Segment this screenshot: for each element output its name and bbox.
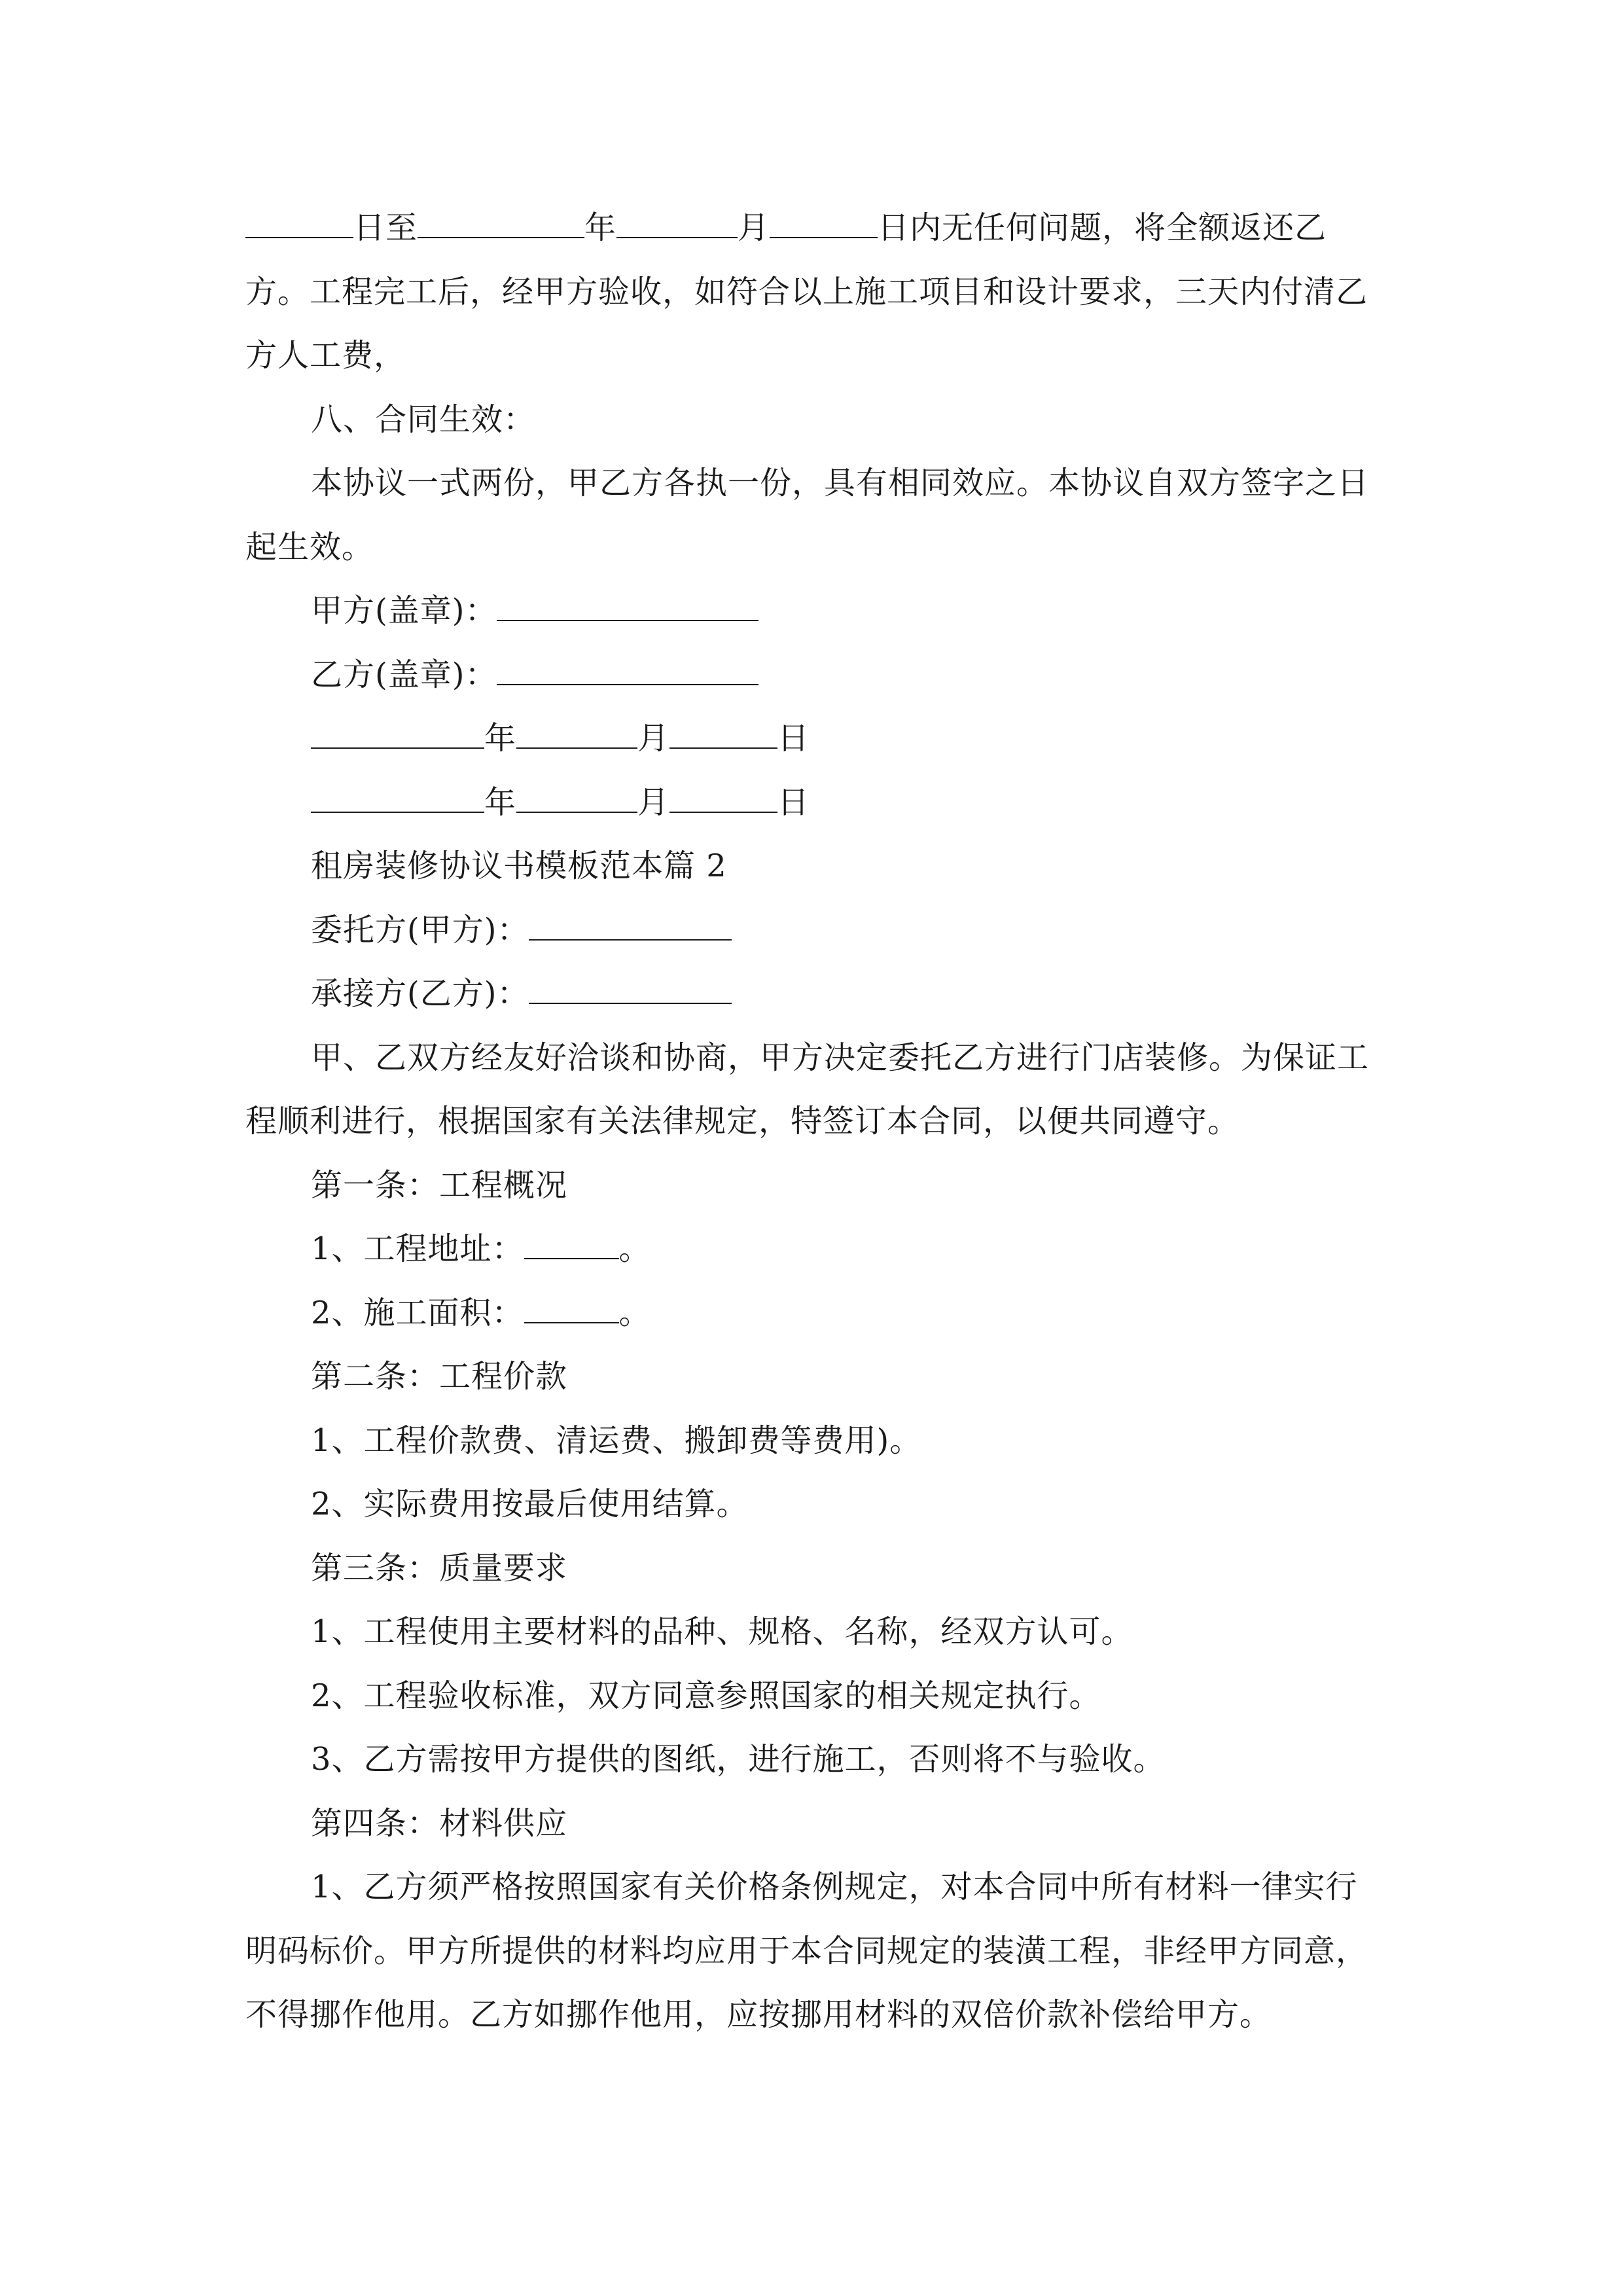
paragraph-line: 起生效。 [245,528,374,565]
blank-day [669,781,777,813]
contractor-line: 承接方(乙方)： [245,962,1381,1026]
article-title: 第二条：工程价款 [311,1358,568,1395]
paragraph-line: 明码标价。甲方所提供的材料均应用于本合同规定的装潢工程，非经甲方同意， [245,1932,1368,1969]
date-line: 年 月 日 [245,771,1381,835]
article-title: 第三条：质量要求 [311,1549,568,1587]
signature-blank [497,654,758,685]
address-blank [524,1228,619,1259]
paragraph-line: 本协议一式两份，甲乙方各执一份，具有相同效应。本协议自双方签字之日 [311,465,1370,501]
list-item: 1、乙方须严格按照国家有关价格条例规定，对本合同中所有材料一律实行 [311,1869,1358,1905]
blank-month [516,781,637,813]
blank-month [516,717,637,749]
blank-day [770,207,878,238]
list-item: 2、施工面积： 。 [245,1282,1381,1346]
paragraph-line: 方。工程完工后，经甲方验收，如符合以上施工项目和设计要求，三天内付清乙 [245,273,1368,310]
document-title: 租房装修协议书模板范本篇 2 [311,848,727,884]
blank-day [245,207,353,238]
client-line: 委托方(甲方)： [245,899,1381,963]
contractor-blank [529,973,732,1004]
list-item: 2、实际费用按最后使用结算。 [311,1486,749,1522]
client-blank [529,909,732,941]
article-title: 第一条：工程概况 [311,1166,568,1204]
paragraph-line: 甲、乙双方经友好洽谈和协商，甲方决定委托乙方进行门店装修。为保证工 [311,1039,1370,1076]
list-item: 1、工程使用主要材料的品种、规格、名称，经双方认可。 [311,1613,1133,1650]
paragraph-line: 程顺利进行，根据国家有关法律规定，特签订本合同，以便共同遵守。 [245,1103,1240,1139]
paragraph-line: 不得挪作他用。乙方如挪作他用，应按挪用材料的双倍价款补偿给甲方。 [245,1996,1272,2033]
list-item: 3、乙方需按甲方提供的图纸，进行施工，否则将不与验收。 [311,1741,1166,1778]
list-item: 1、工程价款费、清运费、搬卸费等费用)。 [311,1422,922,1459]
article-title: 第四条：材料供应 [311,1804,568,1842]
signature-blank [497,590,758,621]
payment-return-line: 日至 年 月 日内无任何问题，将全额返还乙 [245,196,1381,260]
paragraph-line: 方人工费， [245,337,406,374]
blank-year [311,781,484,813]
signature-party-b: 乙方(盖章)： [245,643,1381,708]
list-item: 1、工程地址： 。 [245,1217,1381,1282]
list-item: 2、工程验收标准，双方同意参照国家的相关规定执行。 [311,1677,1101,1714]
blank-year [418,207,584,238]
blank-day [669,717,777,749]
area-blank [524,1292,619,1323]
blank-month [616,207,738,238]
section-title: 八、合同生效： [311,401,536,438]
signature-party-a: 甲方(盖章)： [245,579,1381,643]
date-line: 年 月 日 [245,707,1381,771]
document-page [245,196,1381,2047]
blank-year [311,717,484,749]
